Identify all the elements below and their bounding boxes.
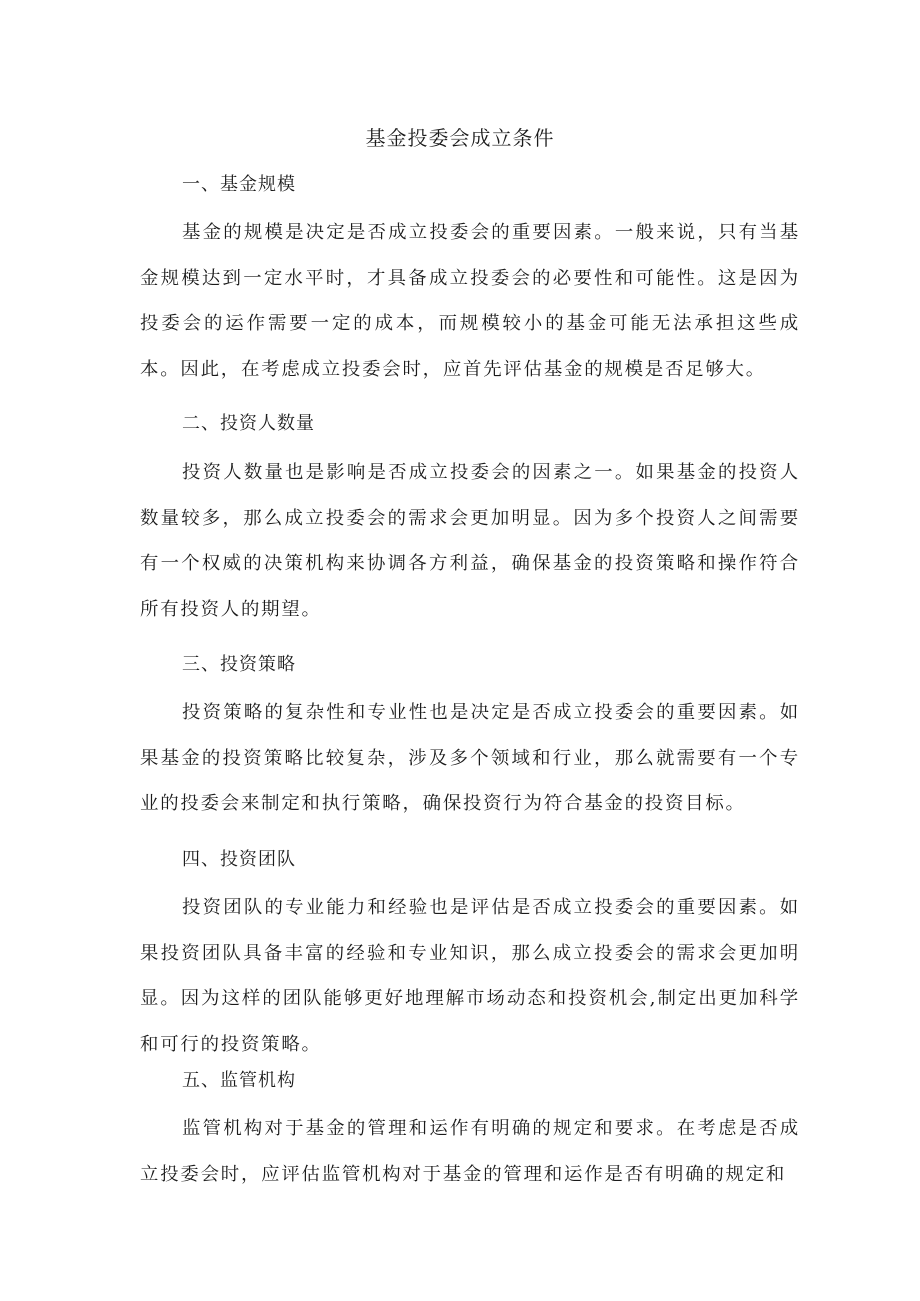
section-paragraph-regulator: 监管机构对于基金的管理和运作有明确的规定和要求。在考虑是否成立投委会时，应评估监管机构对于基金的管理和运作是否有明确的规定和 bbox=[140, 1118, 800, 1185]
section-heading-investor-count: 二、投资人数量 bbox=[182, 413, 315, 434]
section-heading-fund-size: 一、基金规模 bbox=[182, 174, 296, 195]
section-paragraph-investor-count: 投资人数量也是影响是否成立投委会的因素之一。如果基金的投资人数量较多，那么成立投委会的需求会更加明显。因为多个投资人之间需要有一个权威的决策机构来协调各方利益，确保基金的投资策略和操作符合所有投资人的期望。 bbox=[140, 462, 800, 620]
section-paragraph-fund-size: 基金的规模是决定是否成立投委会的重要因素。一般来说，只有当基金规模达到一定水平时，才具备成立投委会的必要性和可能性。这是因为投委会的运作需要一定的成本，而规模较小的基金可能无法承担这些成本。因此，在考虑成立投委会时，应首先评估基金的规模是否足够大。 bbox=[140, 222, 800, 380]
section-heading-investment-team: 四、投资团队 bbox=[182, 849, 296, 870]
section-heading-regulator: 五、监管机构 bbox=[182, 1070, 296, 1091]
document-title: 基金投委会成立条件 bbox=[365, 126, 555, 150]
section-paragraph-investment-team: 投资团队的专业能力和经验也是评估是否成立投委会的重要因素。如果投资团队具备丰富的经验和专业知识，那么成立投委会的需求会更加明显。因为这样的团队能够更好地理解市场动态和投资机会,制定出更加科学和可行的投资策略。 bbox=[140, 897, 800, 1055]
section-heading-investment-strategy: 三、投资策略 bbox=[182, 654, 296, 675]
section-paragraph-investment-strategy: 投资策略的复杂性和专业性也是决定是否成立投委会的重要因素。如果基金的投资策略比较复杂，涉及多个领域和行业，那么就需要有一个专业的投委会来制定和执行策略，确保投资行为符合基金的投资目标。 bbox=[140, 702, 800, 815]
